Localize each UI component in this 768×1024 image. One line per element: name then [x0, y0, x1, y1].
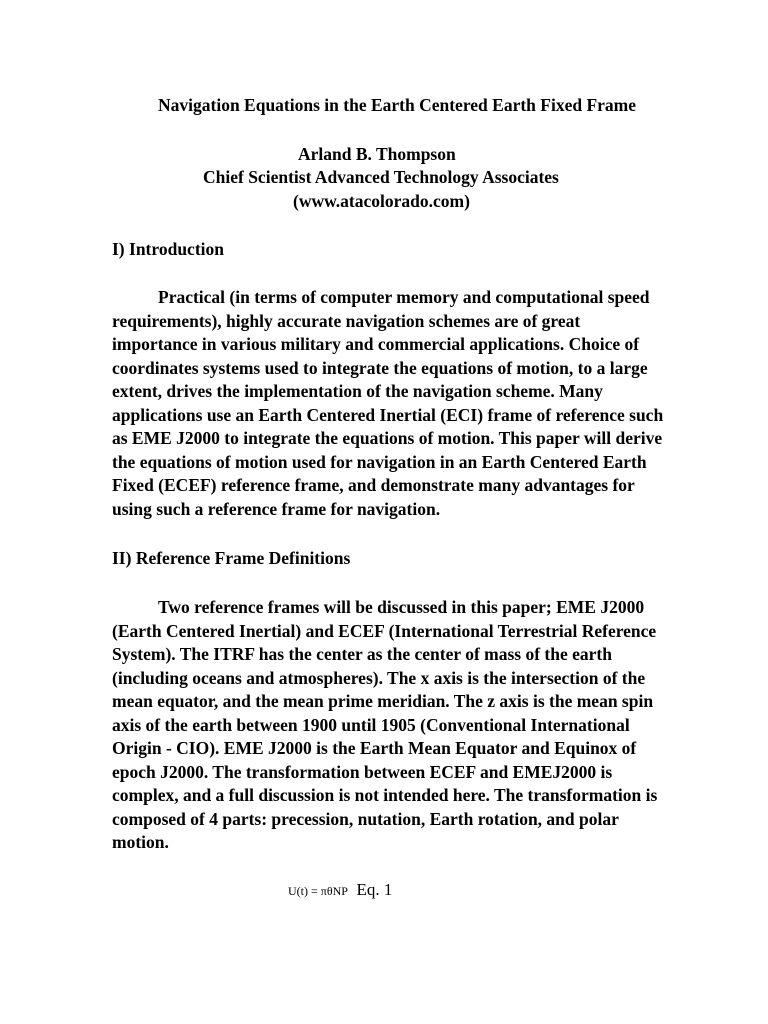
- paragraph-line: importance in various military and commercial applications. Choice of: [112, 334, 640, 354]
- reference-frames-paragraph: [112, 596, 767, 855]
- paragraph-line: requirements), highly accurate navigation schemes are of great: [112, 310, 581, 331]
- author-affiliation: Chief Scientist Advanced Technology Associates: [203, 167, 559, 187]
- paper-title: Navigation Equations in the Earth Centered Earth Fixed Frame: [158, 95, 637, 115]
- paragraph-line: using such a reference frame for navigation.: [112, 498, 441, 519]
- equation-label: Eq. 1: [356, 880, 393, 899]
- paragraph-line: (including oceans and atmospheres). The x axis is the intersection of the: [112, 667, 646, 688]
- paragraph-line: composed of 4 parts: precession, nutation, Earth rotation, and polar: [112, 808, 619, 829]
- section-heading-reference-frames: II) Reference Frame Definitions: [112, 548, 351, 568]
- author-name: Arland B. Thompson: [298, 144, 456, 164]
- equation-1: [288, 880, 392, 901]
- paragraph-line: Origin - CIO). EME J2000 is the Earth Mean Equator and Equinox of: [112, 738, 637, 758]
- paragraph-line: axis of the earth between 1900 until 1905 (Conventional International: [112, 714, 630, 735]
- section-heading-introduction: I) Introduction: [112, 239, 224, 259]
- author-website: (www.atacolorado.com): [293, 191, 470, 211]
- paragraph-line: as EME J2000 to integrate the equations of motion. This paper will derive: [112, 428, 663, 448]
- equation-expression: U(t) = πθNP: [288, 884, 348, 898]
- introduction-paragraph: [112, 286, 767, 521]
- paragraph-line: Two reference frames will be discussed in this paper; EME J2000: [158, 597, 645, 617]
- paragraph-line: System). The ITRF has the center as the center of mass of the earth: [112, 644, 612, 664]
- paragraph-line: (Earth Centered Inertial) and ECEF (International Terrestrial Reference: [112, 620, 657, 641]
- paragraph-line: mean equator, and the mean prime meridian. The z axis is the mean spin: [112, 691, 654, 711]
- paragraph-line: epoch J2000. The transformation between ECEF and EMEJ2000 is: [112, 761, 613, 782]
- paragraph-line: complex, and a full discussion is not intended here. The transformation is: [112, 785, 658, 805]
- paragraph-line: motion.: [112, 832, 169, 852]
- paragraph-line: Practical (in terms of computer memory and computational speed: [158, 287, 650, 307]
- paragraph-line: applications use an Earth Centered Inertial (ECI) frame of reference such: [112, 404, 664, 425]
- paragraph-line: the equations of motion used for navigation in an Earth Centered Earth: [112, 451, 647, 472]
- paragraph-line: coordinates systems used to integrate the equations of motion, to a large: [112, 357, 648, 378]
- paragraph-line: Fixed (ECEF) reference frame, and demonstrate many advantages for: [112, 475, 635, 495]
- paragraph-line: extent, drives the implementation of the navigation scheme. Many: [112, 381, 603, 401]
